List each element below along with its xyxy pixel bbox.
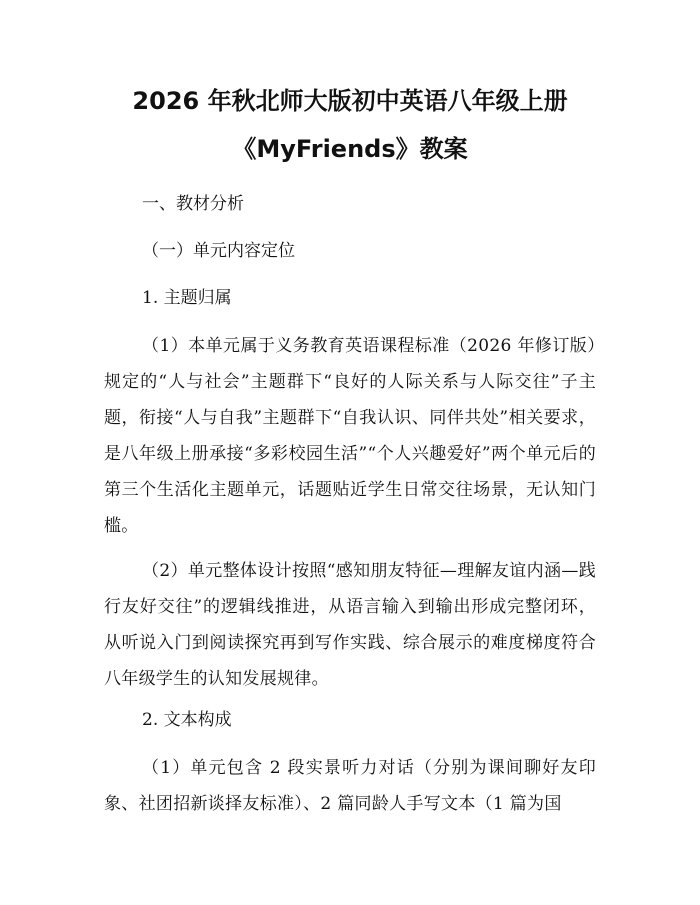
item-heading-theme: 1. 主题归属 [142, 288, 232, 308]
item-heading-text-composition: 2. 文本构成 [142, 710, 232, 730]
document-title-line-1: 2026 年秋北师大版初中英语八年级上册 [132, 87, 568, 115]
paragraph-text-composition-1: （1）单元包含 2 段实景听力对话（分别为课间聊好友印象、社团招新谈择友标准）、2 篇同龄人手写文本（1 篇为国 [104, 758, 596, 814]
paragraph-theme-1: （1）本单元属于义务教育英语课程标准（2026 年修订版）规定的“人与社会”主题群下“良好的人际关系与人际交往”子主题，衔接“人与自我”主题群下“自我认识、同伴共处”相关要求，是八年级上册承接“多彩校园生活”“个人兴趣爱好”两个单元后的第三个生活化主题单元，话题贴近学生日常交往场景，无认知门槛。 [104, 336, 596, 536]
section-heading-textbook-analysis: 一、教材分析 [142, 194, 244, 214]
subsection-heading-unit-positioning: （一）单元内容定位 [142, 241, 295, 261]
paragraph-theme-2: （2）单元整体设计按照“感知朋友特征—理解友谊内涵—践行友好交往”的逻辑线推进，从语言输入到输出形成完整闭环，从听说入门到阅读探究再到写作实践、综合展示的难度梯度符合八年级学生的认知发展规律。 [104, 561, 596, 689]
document-title-line-2: 《MyFriends》教案 [232, 135, 468, 163]
